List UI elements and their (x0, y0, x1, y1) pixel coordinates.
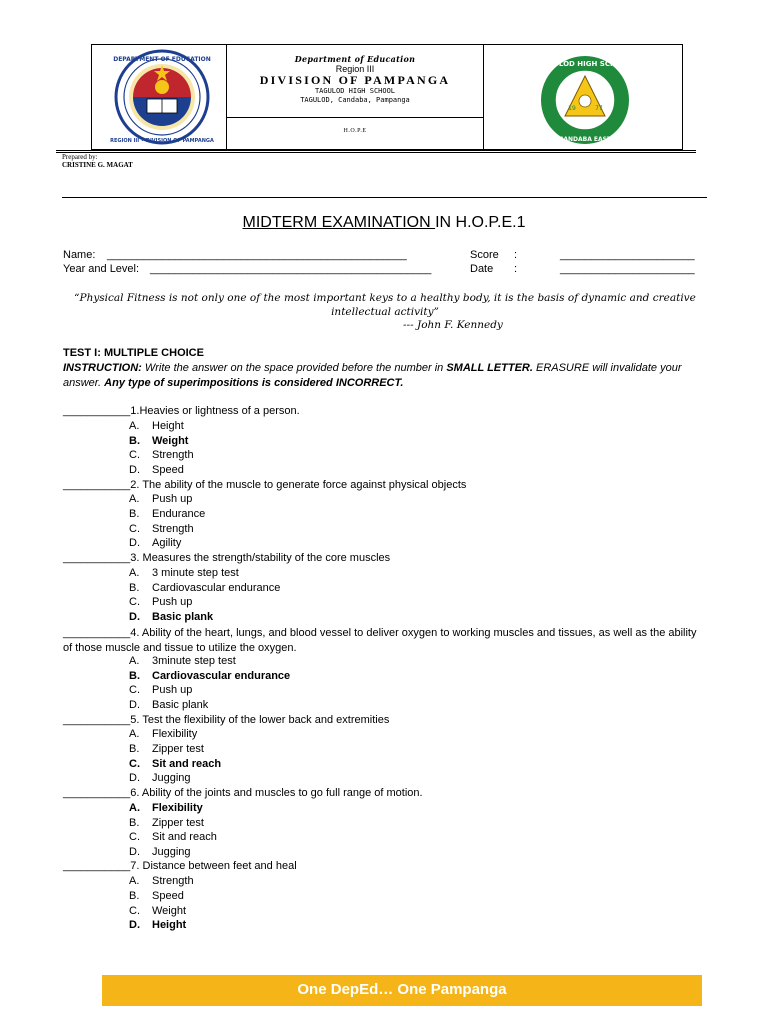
question-text: 1.Heavies or lightness of a person. (130, 405, 300, 417)
year-level-label: Year and Level: (63, 263, 140, 275)
header-underline (56, 150, 696, 151)
header-underline (56, 152, 696, 153)
choice-item: D. Basic plank (129, 699, 209, 711)
answer-blank[interactable]: ___________ (63, 552, 131, 564)
header-divider (226, 117, 484, 118)
exam-title-main: MIDTERM EXAMINATION (242, 214, 436, 231)
school-seal-logo (535, 54, 635, 146)
answer-blank[interactable]: ___________ (63, 787, 131, 799)
question-item (63, 552, 390, 564)
quote-text: “Physical Fitness is not only one of the most important keys to a healthy body, it is the basis of dynamic and creative intellectual activity” (74, 292, 696, 318)
choice-item: B. Zipper test (129, 743, 204, 755)
choice-item: C. Strength (129, 523, 194, 535)
department-name: Department of Education (294, 54, 416, 64)
choice-item: A. 3minute step test (129, 655, 236, 667)
footer-slogan: One DepEd… One Pampanga (297, 981, 507, 998)
division-name: DIVISION OF PAMPANGA (259, 73, 451, 87)
answer-blank[interactable]: ___________ (63, 479, 131, 491)
choice-item: A. Height (129, 420, 184, 432)
question-item (63, 626, 703, 656)
score-colon: : (514, 249, 518, 261)
date-label: Date (470, 263, 494, 275)
choice-item: C. Sit and reach (129, 758, 222, 770)
question-item (63, 714, 389, 726)
question-text: 3. Measures the strength/stability of the core muscles (130, 552, 391, 564)
choice-item: B. Cardiovascular endurance (129, 670, 291, 682)
region-name: Region III (335, 64, 375, 74)
deped-seal-top-text: DEPARTMENT OF EDUCATION (113, 56, 211, 63)
prepared-by-name: CRISTINE G. MAGAT (62, 161, 133, 169)
prepared-by-label: Prepared by: (62, 153, 98, 161)
test-heading: TEST I: MULTIPLE CHOICE (63, 347, 204, 359)
exam-title-rest: IN H.O.P.E.1 (435, 214, 526, 231)
choice-item: D. Basic plank (129, 611, 214, 623)
choice-item: D. Jugging (129, 846, 191, 858)
choice-item: D. Speed (129, 464, 184, 476)
score-line: ______________________ (560, 249, 695, 261)
question-text: 2. The ability of the muscle to generate force against physical objects (130, 479, 467, 491)
choice-item: D. Height (129, 919, 187, 931)
school-name: TAGULOD HIGH SCHOOL (314, 87, 396, 95)
subject-label: H.O.P.E (343, 128, 367, 134)
choice-item: A. Flexibility (129, 728, 198, 740)
title-rule (62, 197, 707, 198)
instruction-label: INSTRUCTION: (63, 362, 142, 374)
question-text: 7. Distance between feet and heal (130, 860, 297, 872)
deped-seal-bottom-text: REGION III • DIVISION OF PAMPANGA (110, 138, 214, 144)
question-item (63, 787, 423, 799)
name-label: Name: (63, 249, 96, 261)
school-seal-bottom-text: CANDABA EAST (558, 136, 612, 143)
choice-item: C. Strength (129, 449, 194, 461)
choice-item: C. Weight (129, 905, 187, 917)
answer-blank[interactable]: ___________ (63, 627, 131, 639)
choice-item: C. Push up (129, 684, 193, 696)
question-text: 6. Ability of the joints and muscles to go full range of motion. (130, 787, 423, 799)
school-address: TAGULOD, Candaba, Pampanga (300, 96, 410, 104)
answer-blank[interactable]: ___________ (63, 714, 131, 726)
date-line: ______________________ (560, 263, 695, 275)
deped-seal-logo (103, 49, 221, 146)
school-seal-year-left: 19 (568, 105, 576, 112)
choice-item: B. Cardiovascular endurance (129, 582, 281, 594)
choice-item: B. Endurance (129, 508, 206, 520)
question-item (63, 479, 466, 491)
choice-item: D. Agility (129, 537, 182, 549)
choice-item: C. Sit and reach (129, 831, 217, 843)
score-label: Score (470, 249, 499, 261)
choice-item: D. Jugging (129, 772, 191, 784)
choice-item: B. Speed (129, 890, 184, 902)
choice-item: A. Flexibility (129, 802, 203, 814)
instruction (63, 361, 713, 391)
question-item (63, 405, 300, 417)
instruction-text-d: Any type of superimpositions is considered INCORRECT. (104, 377, 404, 389)
answer-blank[interactable]: ___________ (63, 860, 131, 872)
school-seal-top-text: TAGULOD HIGH SCHOOL (537, 60, 633, 68)
school-seal-year-right: 77 (595, 105, 603, 112)
choice-item: A. 3 minute step test (129, 567, 239, 579)
question-text: 4. Ability of the heart, lungs, and blood vessel to deliver oxygen to working muscles and tissues, as well as the ability of those muscle and tissue to utilize the oxygen. (63, 627, 697, 654)
answer-blank[interactable]: ___________ (63, 405, 131, 417)
year-level-line: ______________________________________________ (150, 263, 432, 275)
choice-item: A. Push up (129, 493, 193, 505)
date-colon: : (514, 263, 518, 275)
choice-item: B. Zipper test (129, 817, 204, 829)
header-divider (483, 44, 484, 150)
question-text: 5. Test the flexibility of the lower back and extremities (130, 714, 390, 726)
choice-item: A. Strength (129, 875, 194, 887)
choice-item: B. Weight (129, 435, 189, 447)
exam-title (0, 214, 768, 232)
instruction-text-a: Write the answer on the space provided before the number in (141, 362, 447, 374)
name-line: _________________________________________________ (107, 249, 407, 261)
instruction-text-c: ERASURE will invalidate your answer. (63, 362, 682, 389)
choice-item: C. Push up (129, 596, 193, 608)
question-item (63, 860, 297, 872)
quote-author: --- John F. Kennedy (403, 319, 503, 331)
instruction-text-b: SMALL LETTER. (446, 362, 533, 374)
